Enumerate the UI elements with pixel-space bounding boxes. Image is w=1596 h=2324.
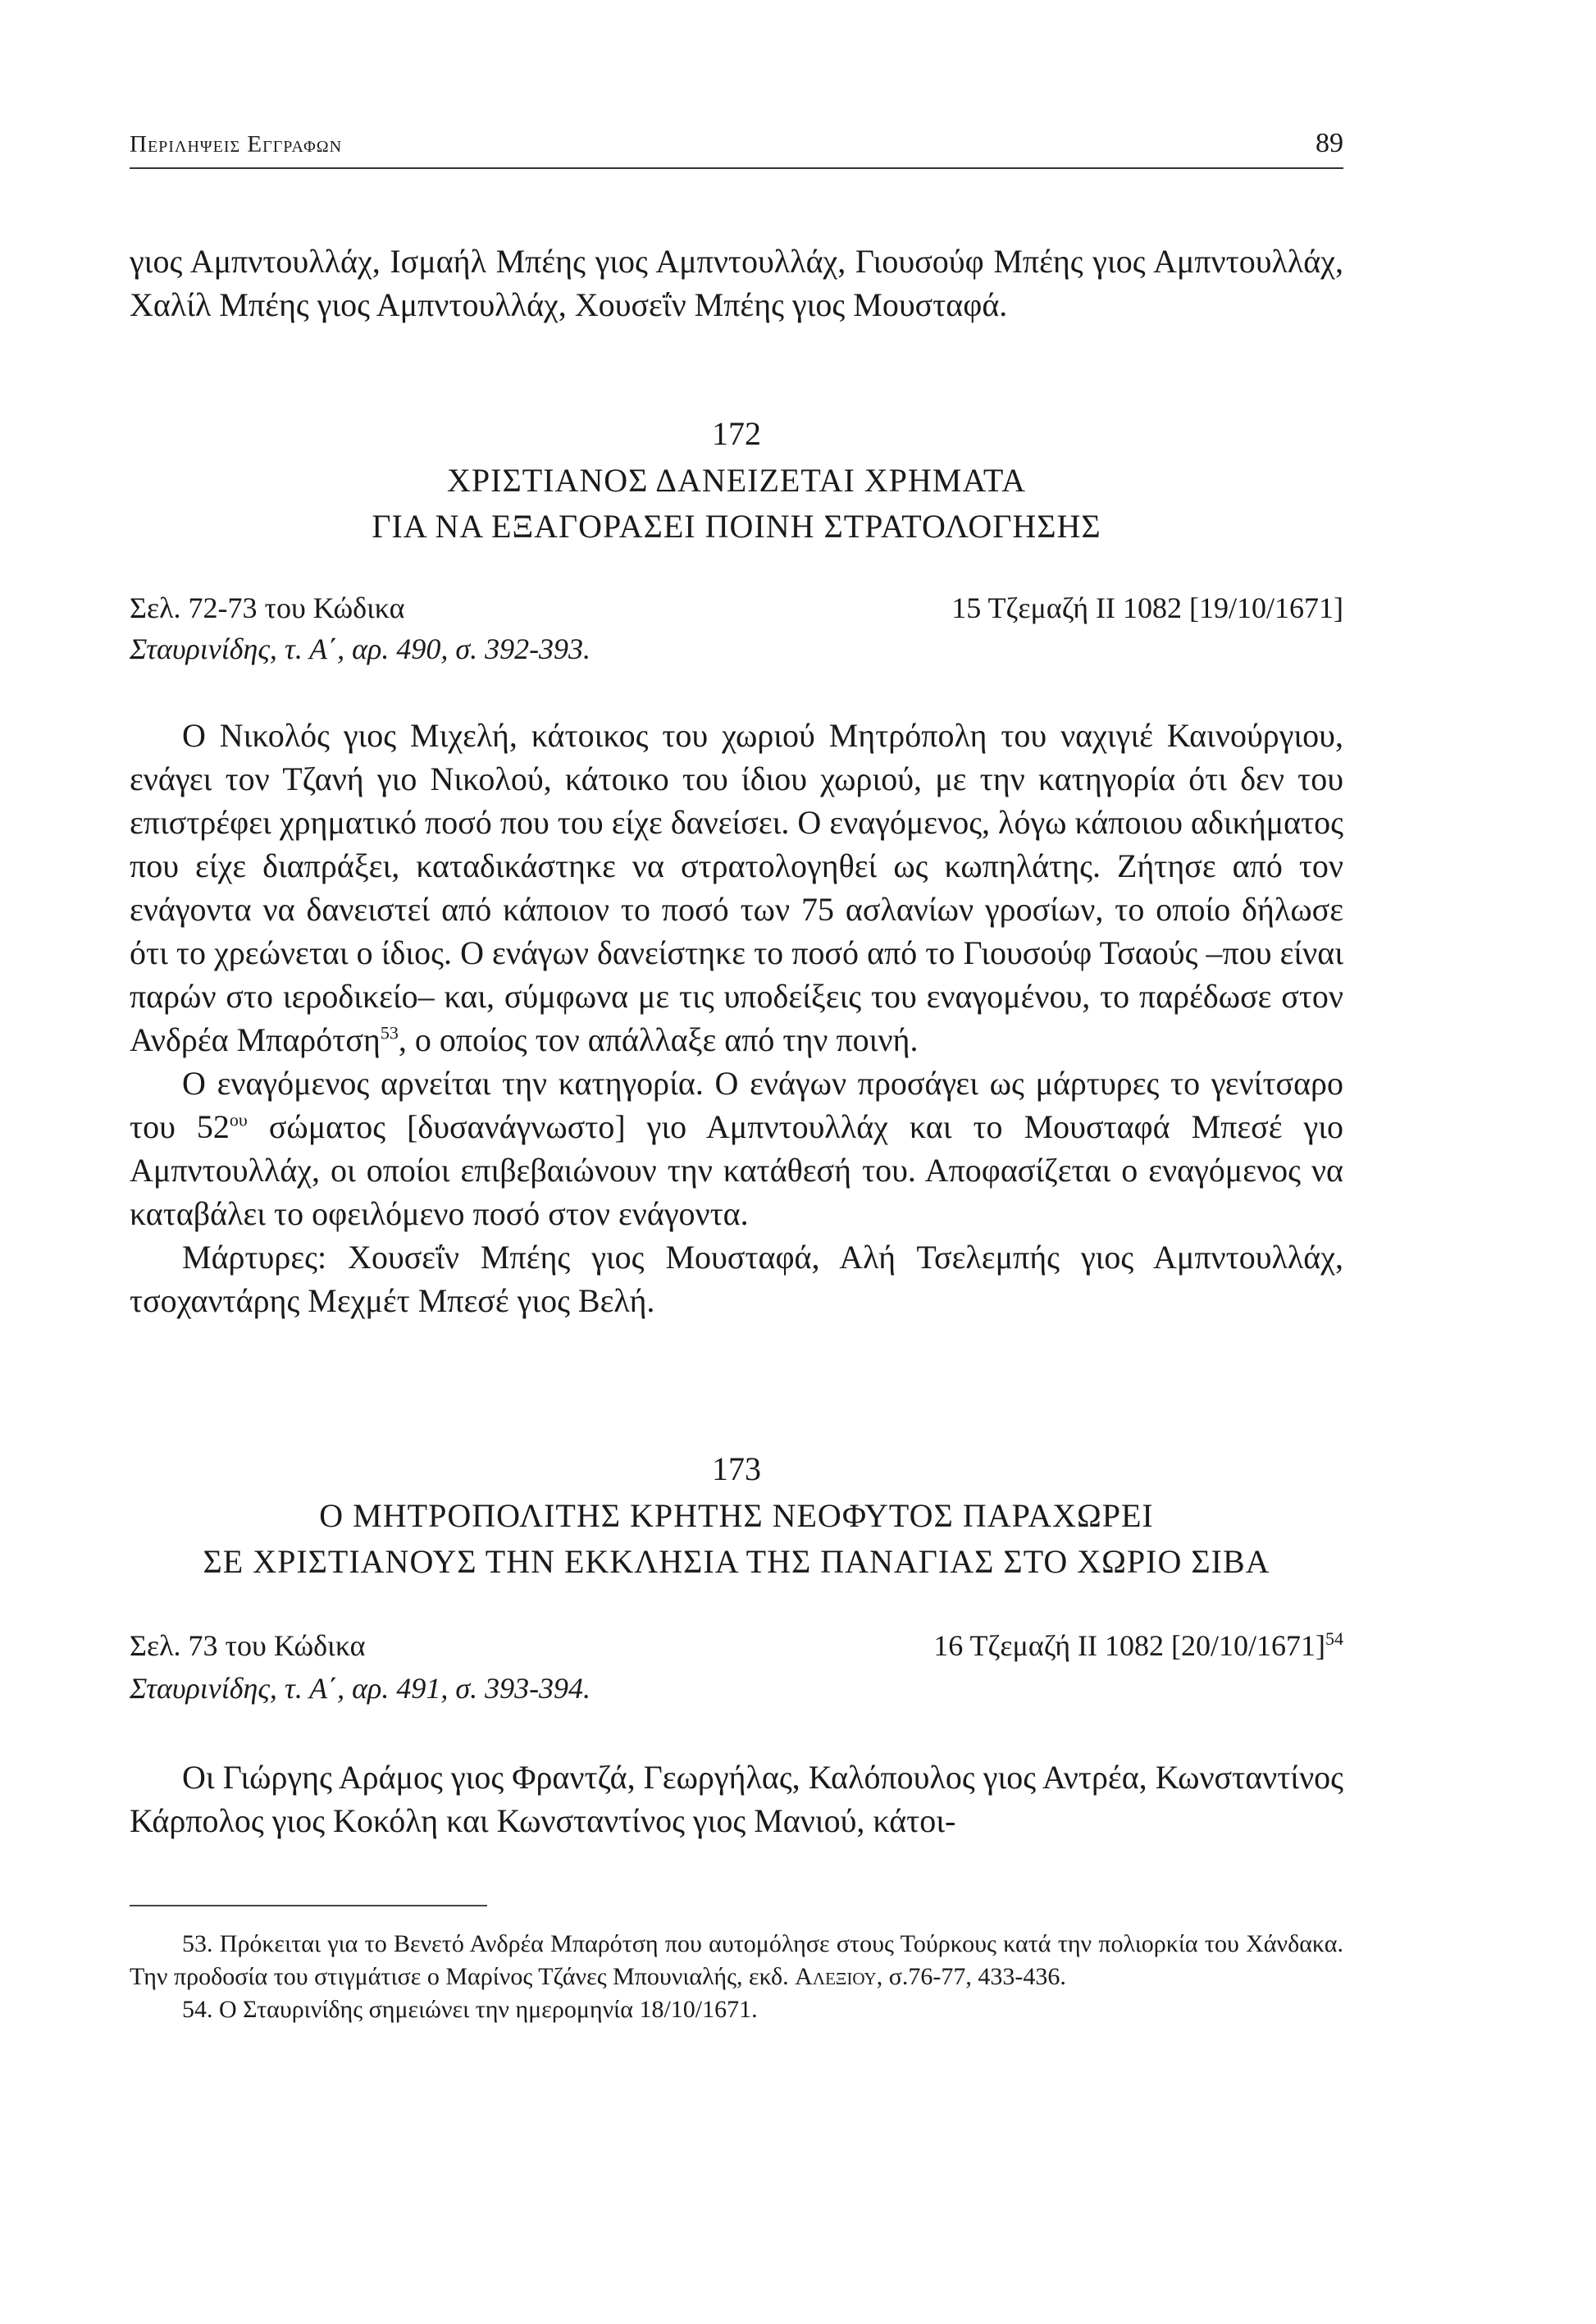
doc-172-date: 15 Τζεμαζή ΙΙ 1082 [19/10/1671] bbox=[951, 591, 1343, 624]
doc-172-reference: Σταυρινίδης, τ. Α΄, αρ. 490, σ. 392-393. bbox=[130, 632, 591, 665]
running-title: Περιληψεις Εγγραφων bbox=[130, 131, 343, 158]
footnote-53-text: 53. Πρόκειται για το Βενετό Ανδρέα Μπαρότση που αυτομόλησε στους Τούρκους κατά την πολιορκία του Χάνδακα. Την προδοσία του στιγμάτισε ο Μαρίνος Τζάνες Μπουνιαλής, εκδ. bbox=[130, 1930, 1343, 1990]
doc-173-number: 173 bbox=[712, 1450, 761, 1487]
footnotes bbox=[130, 1928, 1343, 2026]
doc-173-source: Σελ. 73 του Κώδικα bbox=[130, 1629, 366, 1662]
doc-173-title-line2: ΣΕ ΧΡΙΣΤΙΑΝΟΥΣ ΤΗΝ ΕΚΚΛΗΣΙΑ ΤΗΣ ΠΑΝΑΓΙΑΣ ΣΤΟ ΧΩΡΙΟ ΣΙΒΑ bbox=[203, 1543, 1270, 1580]
doc-173-date-wrap bbox=[933, 1628, 1343, 1663]
doc-172-paragraph-1 bbox=[130, 714, 1343, 1062]
footnote-rule bbox=[130, 1905, 487, 1906]
doc-172-p2-text: Ο εναγόμενος αρνείται την κατηγορία. Ο ενάγων προσάγει ως μάρτυρες το γενίτσαρο του 52 bbox=[130, 1065, 1343, 1145]
doc-172-body bbox=[130, 714, 1343, 1322]
doc-173-paragraph-1: Οι Γιώργης Αράμος γιος Φραντζά, Γεωργήλας, Καλόπουλος γιος Αντρέα, Κωνσταντίνος Κάρπολος γιος Κοκόλη και Κωνσταντίνος γιος Μανιού, κάτοι- bbox=[130, 1759, 1343, 1839]
doc-173-body bbox=[130, 1756, 1343, 1842]
doc-172-source: Σελ. 72-73 του Κώδικα bbox=[130, 591, 405, 624]
doc-172-paragraph-3: Μάρτυρες: Χουσεΐν Μπέης γιος Μουσταφά, Αλή Τσελεμπής γιος Αμπντουλλάχ, τσοχαντάρης Μεχμέτ Μπεσέ γιος Βελή. bbox=[130, 1239, 1343, 1319]
running-head bbox=[130, 128, 1343, 169]
doc-172-title-line2: ΓΙΑ ΝΑ ΕΞΑΓΟΡΑΣΕΙ ΠΟΙΝΗ ΣΤΡΑΤΟΛΟΓΗΣΗΣ bbox=[372, 508, 1101, 545]
page-number: 89 bbox=[1316, 128, 1343, 158]
doc-172-p1-text-end: , ο οποίος τον απάλλαξε από την ποινή. bbox=[398, 1021, 919, 1058]
footnote-ref-54: 54 bbox=[1325, 1628, 1343, 1649]
footnote-53-author: Αλεξιου bbox=[795, 1963, 877, 1990]
doc-172-number: 172 bbox=[712, 415, 761, 452]
doc-173-reference: Σταυρινίδης, τ. Α΄, αρ. 491, σ. 393-394. bbox=[130, 1672, 591, 1705]
intro-paragraph: γιος Αμπντουλλάχ, Ισμαήλ Μπέης γιος Αμπντουλλάχ, Γιουσούφ Μπέης γιος Αμπντουλλάχ, Χαλίλ Μπέης γιος Αμπντουλλάχ, Χουσεΐν Μπέης γιος Μουσταφά. bbox=[130, 243, 1343, 323]
doc-172-meta bbox=[130, 591, 1343, 630]
footnote-54: 54. Ο Σταυρινίδης σημειώνει την ημερομηνία 18/10/1671. bbox=[182, 1996, 758, 2023]
doc-172-paragraph-2 bbox=[130, 1062, 1343, 1235]
doc-172-title bbox=[130, 458, 1343, 550]
doc-172-p2-text-end: σώματος [δυσανάγνωστο] γιο Αμπντουλλάχ και το Μουσταφά Μπεσέ γιο Αμπντουλλάχ, οι οποίοι επιβεβαιώνουν την κατάθεσή του. Αποφασίζεται ο εναγόμενος να καταβάλει το οφειλόμενο ποσό στον ενάγοντα. bbox=[130, 1108, 1343, 1232]
doc-173-title bbox=[130, 1493, 1343, 1585]
doc-173-title-line1: Ο ΜΗΤΡΟΠΟΛΙΤΗΣ ΚΡΗΤΗΣ ΝΕΟΦΥΤΟΣ ΠΑΡΑΧΩΡΕΙ bbox=[319, 1497, 1154, 1534]
footnote-ref-53: 53 bbox=[380, 1022, 399, 1043]
doc-173-meta bbox=[130, 1628, 1343, 1668]
doc-173-date: 16 Τζεμαζή ΙΙ 1082 [20/10/1671] bbox=[933, 1629, 1325, 1662]
ordinal-superscript: ου bbox=[229, 1109, 248, 1130]
doc-172-p1-text: Ο Νικολός γιος Μιχελή, κάτοικος του χωριού Μητρόπολη του ναχιγιέ Καινούργιου, ενάγει τον Τζανή γιο Νικολού, κάτοικο του ίδιου χωριού, με την κατηγορία ότι δεν του επιστρέφει χρηματικό ποσό που του είχε δανείσει. Ο εναγόμενος, λόγω κάποιου αδικήματος που είχε διαπράξει, καταδικάστηκε να στρατολογηθεί ως κωπηλάτης. Ζήτησε από τον ενάγοντα να δανειστεί από κάποιον το ποσό των 75 ασλανίων γροσίων, το οποίο δήλωσε ότι το χρεώνεται ο ίδιος. Ο ενάγων δανείστηκε το ποσό από το Γιουσούφ Τσαούς –που είναι παρών στο ιεροδικείο– και, σύμφωνα με τις υποδείξεις του εναγομένου, το παρέδωσε στον Ανδρέα Μπαρότση bbox=[130, 717, 1343, 1058]
footnote-53 bbox=[130, 1928, 1343, 1993]
doc-172-title-line1: ΧΡΙΣΤΙΑΝΟΣ ΔΑΝΕΙΖΕΤΑΙ ΧΡΗΜΑΤΑ bbox=[447, 462, 1026, 499]
footnote-53-pages: , σ.76-77, 433-436. bbox=[876, 1963, 1066, 1990]
